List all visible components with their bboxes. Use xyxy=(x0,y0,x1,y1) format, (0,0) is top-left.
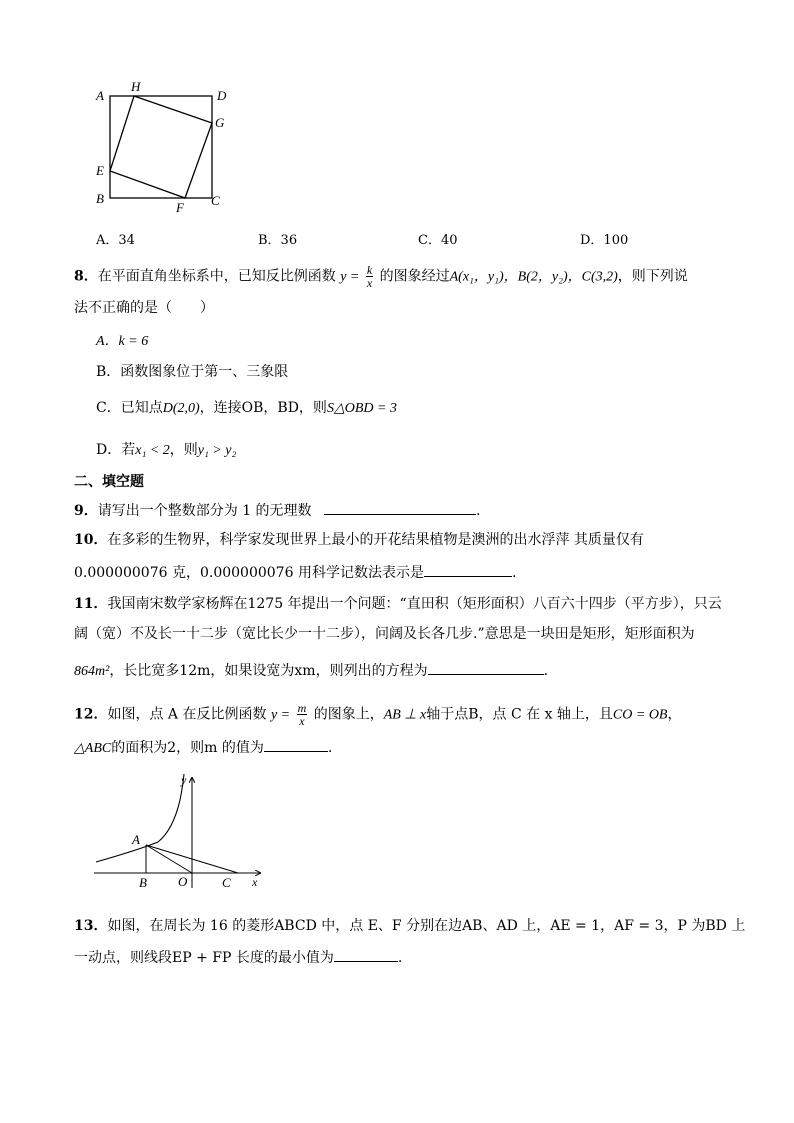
q7-option-b: B．36 xyxy=(258,233,298,248)
section-title: 二、填空题 xyxy=(74,474,144,490)
hyperbola-curve xyxy=(96,774,184,862)
label-A: A xyxy=(132,832,140,847)
q8-option-b: B．函数图象位于第一、三象限 xyxy=(96,364,289,380)
q13-line2: 一动点，则线段EP + FP 长度的最小值为 . xyxy=(74,947,402,968)
q8-y-eq: y = xyxy=(340,269,360,285)
q7-option-a: A．34 xyxy=(96,233,135,248)
label-H: H xyxy=(131,79,141,94)
q10-text1: 在多彩的生物界，科学家发现世界上最小的开花结果植物是澳洲的出水浮萍 其质量仅有 xyxy=(107,532,644,548)
label-y: y xyxy=(181,773,187,787)
q12-t5: CO = OB xyxy=(612,707,668,723)
q7-option-d: D．100 xyxy=(580,233,629,248)
q10-answer-blank[interactable] xyxy=(424,562,512,577)
q12-line1 xyxy=(74,702,681,727)
q8-frac-den: x xyxy=(366,276,373,290)
hyperbola-figure xyxy=(88,770,268,896)
q12-text2: 的面积为2，则m 的值为 xyxy=(111,740,264,756)
q12-number: 12． xyxy=(74,706,108,723)
q12-line2: △ABC的面积为2，则m 的值为 . xyxy=(74,737,332,759)
q13-number: 13． xyxy=(74,918,108,934)
square-figure xyxy=(90,78,235,218)
q8-option-c-point: D(2,0) xyxy=(162,401,200,416)
q12-t6: ， xyxy=(667,706,682,723)
q8-text3: ，则下列说 xyxy=(617,268,688,285)
q11-line1 xyxy=(74,594,722,614)
q13-text1: 如图，在周长为 16 的菱形ABCD 中，点 E、F 分别在边AB、AD 上，AE = 1，AF = 3，P 为BD 上 xyxy=(107,918,746,934)
q12-answer-blank[interactable] xyxy=(264,737,328,752)
q8-option-a xyxy=(96,331,148,352)
label-F: F xyxy=(176,200,184,215)
q8-fraction xyxy=(366,264,373,289)
label-E: E xyxy=(96,163,104,178)
q8-option-d-cond: x₁ < 2 xyxy=(135,443,170,458)
q8-option-d-mid: ，则 xyxy=(169,442,198,458)
q12-t3: AB ⊥ x xyxy=(383,707,427,723)
q8-line1 xyxy=(74,264,688,289)
q10-text2: 0.000000076 克，0.000000076 用科学记数法表示是 xyxy=(74,565,424,581)
q13-line1 xyxy=(74,916,745,936)
q8-option-c-pre: C．已知点 xyxy=(96,400,163,416)
label-B: B xyxy=(139,875,147,890)
label-x: x xyxy=(252,875,258,889)
label-C: C xyxy=(222,875,231,890)
q8-frac-num: k xyxy=(366,263,373,277)
q11-text3: ，长比宽多12m，如果设宽为xm，则列出的方程为 xyxy=(109,663,428,679)
segment-AO xyxy=(146,845,192,873)
inner-square xyxy=(110,96,212,198)
q8-text1: 在平面直角坐标系中，已知反比例函数 xyxy=(97,268,336,285)
q12-y-eq: y = xyxy=(270,707,291,723)
q8-points: A(x₁，y₁)，B(2，y₂)，C(3,2) xyxy=(449,269,618,285)
q12-triangle: △ABC xyxy=(74,741,112,756)
label-B: B xyxy=(96,191,104,206)
q13-answer-blank[interactable] xyxy=(334,947,398,962)
q9-number: 9． xyxy=(74,503,98,519)
q12-t2: 的图象上， xyxy=(313,706,384,723)
q12-t1: 如图，点 A 在反比例函数 xyxy=(107,706,267,723)
q8-option-d-res: y₁ > y₂ xyxy=(197,443,237,458)
q10-line1 xyxy=(74,530,644,550)
q8-option-a-text: A．k = 6 xyxy=(96,334,149,349)
q8-option-d-pre: D．若 xyxy=(96,442,136,458)
q11-answer-blank[interactable] xyxy=(428,660,544,675)
q12-frac-num: m xyxy=(297,701,307,715)
q8-option-d xyxy=(96,440,236,461)
q7-option-c: C．40 xyxy=(418,233,458,248)
q9-answer-blank[interactable] xyxy=(324,500,476,515)
label-O: O xyxy=(178,874,188,889)
label-C: C xyxy=(211,193,220,208)
q8-option-c-mid: ，连接OB，BD，则 xyxy=(199,400,327,416)
q11-line2: 阔（宽）不及长一十二步（宽比长少一十二步），问阔及长各几步.”意思是一块田是矩形，矩形面积为 xyxy=(74,626,695,642)
q11-area: 864m² xyxy=(74,664,110,679)
label-D: D xyxy=(217,88,227,103)
q9: 9．请写出一个整数部分为 1 的无理数 . xyxy=(74,500,480,521)
label-A: A xyxy=(96,88,104,103)
q8-option-c xyxy=(96,398,397,419)
q10-number: 10． xyxy=(74,532,108,548)
q8-line2: 法不正确的是（ ） xyxy=(74,300,214,316)
q9-text: 请写出一个整数部分为 1 的无理数 xyxy=(97,503,312,519)
outer-square xyxy=(110,96,212,198)
q11-number: 11． xyxy=(74,596,108,612)
q13-text2: 一动点，则线段EP + FP 长度的最小值为 xyxy=(74,950,334,966)
q12-frac-den: x xyxy=(299,714,305,728)
q11-line3: 864m²，长比宽多12m，如果设宽为xm，则列出的方程为 . xyxy=(74,660,548,682)
q8-option-c-expr: S△OBD = 3 xyxy=(326,401,397,416)
q10-line2: 0.000000076 克，0.000000076 用科学记数法表示是 . xyxy=(74,562,516,583)
q12-fraction xyxy=(297,702,308,727)
q11-text1: 我国南宋数学家杨辉在1275 年提出一个问题：“直田积（矩形面积）八百六十四步（平方步），只云 xyxy=(107,596,722,612)
q8-number: 8． xyxy=(74,268,98,285)
q8-text2: 的图象经过 xyxy=(379,268,450,285)
q12-t4: 轴于点B，点 C 在 x 轴上，且 xyxy=(426,706,613,723)
label-G: G xyxy=(215,115,225,130)
